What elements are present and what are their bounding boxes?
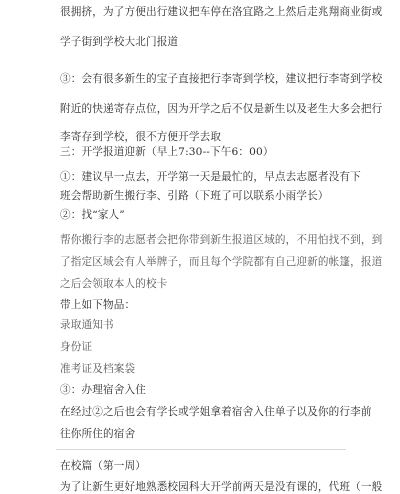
paragraph-line: 班会帮助新生搬行李、引路（下班了可以联系小雨学长）	[60, 190, 329, 202]
section-divider	[56, 449, 346, 450]
section-heading: 在校篇（第一周）	[60, 460, 146, 472]
paragraph-line: 为了让新生更好地熟悉校园科大开学前两天是没有课的，代班（一般	[60, 481, 383, 493]
list-item-line: ①：建议早一点去，开学第一天是最忙的，早点去志愿者没有下	[60, 171, 361, 183]
paragraph-line: 在经过②之后也会有学长或学姐拿着宿舍入住单子以及你的行李前	[60, 406, 372, 418]
paragraph-line: 帮你搬行李的志愿者会把你带到新生报道区域的，不用怕找不到，到	[60, 234, 383, 246]
item-line: 准考证及档案袋	[60, 363, 136, 375]
list-item-line: ③：办理宿舍入住	[60, 384, 146, 396]
paragraph-line: 了指定区域会有人举牌子，而且每个学院都有自己迎新的帐篷，报道	[60, 256, 383, 268]
list-item-line: ②：找“家人”	[60, 209, 125, 221]
section-heading: 三：开学报道迎新（早上7:30--下午6：00）	[60, 146, 274, 158]
list-item-line: ③：会有很多新生的宝子直接把行李寄到学校，建议把行李寄到学校	[60, 73, 383, 85]
items-heading: 带上如下物品：	[60, 299, 136, 311]
paragraph-line: 学子街到学校大北门报道	[60, 36, 179, 48]
paragraph-line: 附近的快递寄存点位，因为开学之后不仅是新生以及老生大多会把行	[60, 103, 383, 115]
paragraph-line: 往你所住的宿舍	[60, 428, 136, 440]
paragraph-line: 之后会领取本人的校卡	[60, 278, 168, 290]
paragraph-line: 李寄存到学校，很不方便开学去取	[60, 131, 222, 143]
item-line: 身份证	[60, 341, 93, 353]
item-line: 录取通知书	[60, 319, 114, 331]
paragraph-line: 很拥挤，为了方便出行建议把车停在洛宜路之上然后走兆翔商业街或	[60, 6, 383, 18]
